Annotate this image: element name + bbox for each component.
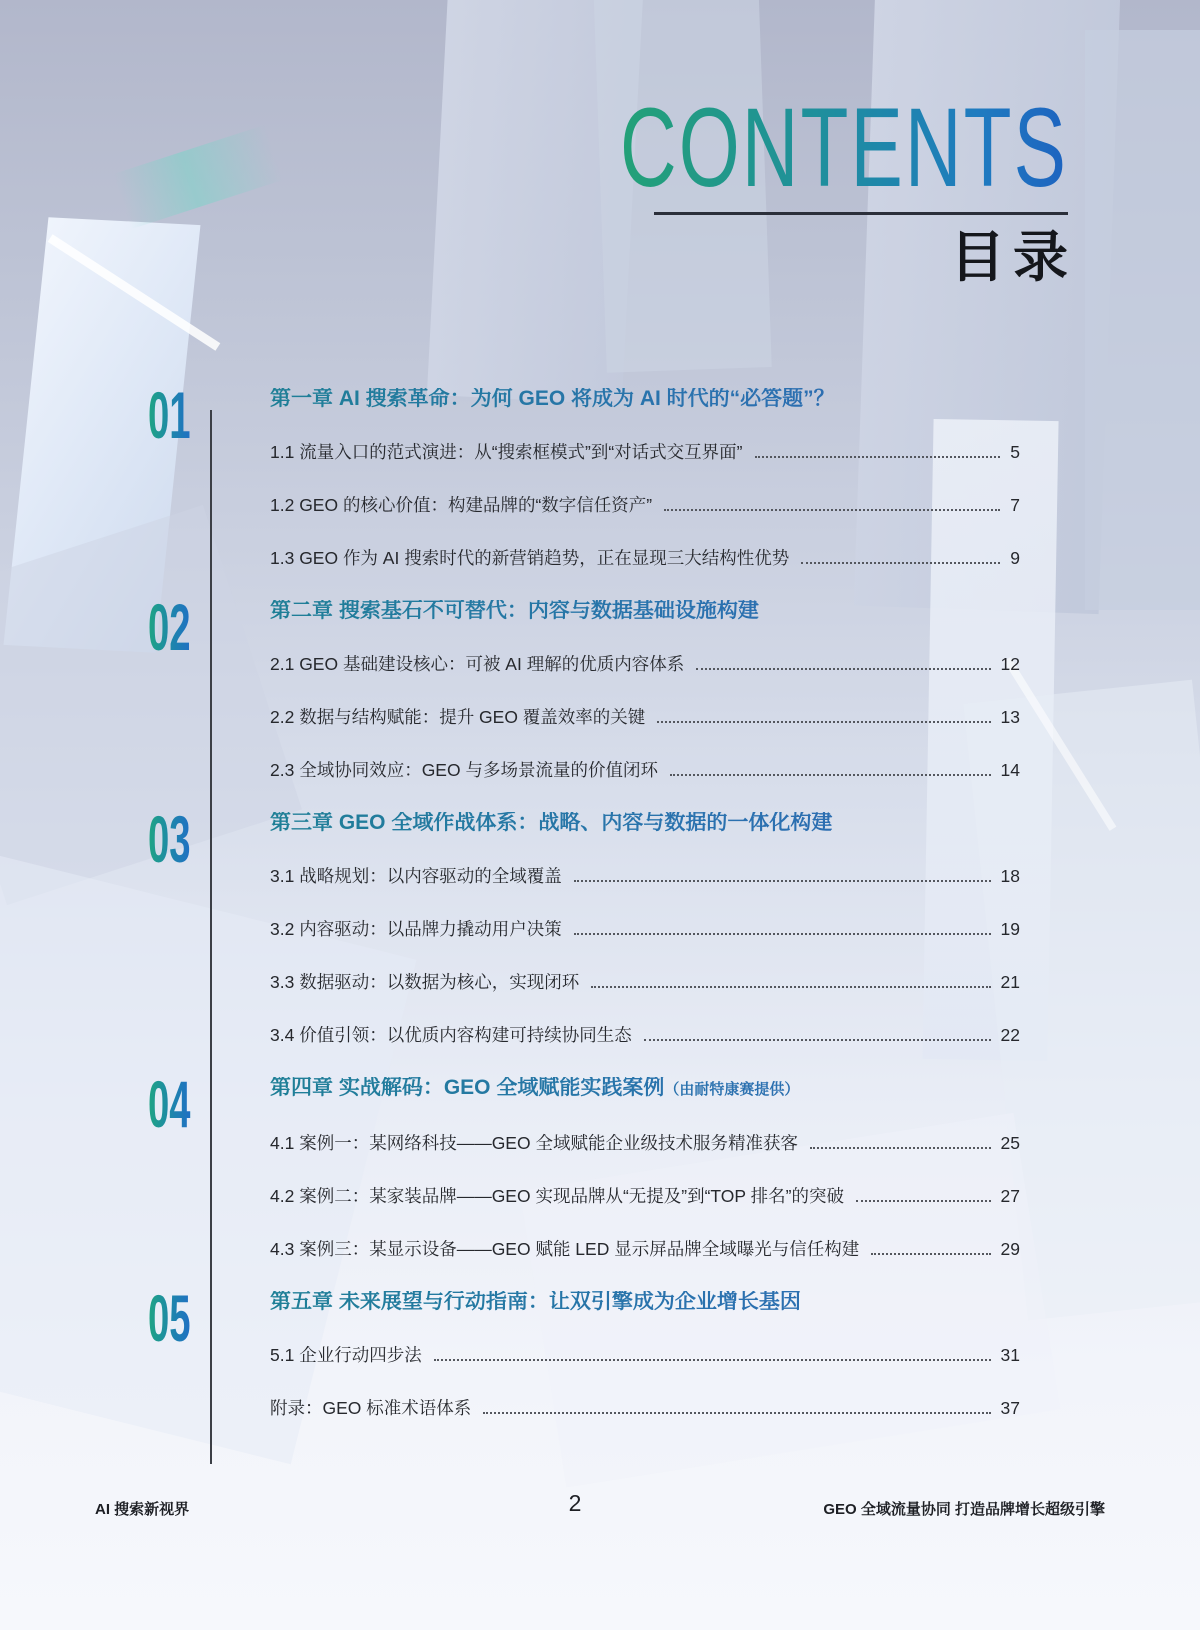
- dot-leader: [591, 986, 990, 988]
- dot-leader: [670, 774, 991, 776]
- dot-leader: [657, 721, 990, 723]
- dot-leader: [856, 1200, 991, 1202]
- toc-item-page: 27: [1000, 1186, 1020, 1206]
- toc-item-page: 25: [1000, 1133, 1020, 1153]
- toc-item-page: 7: [1010, 495, 1020, 515]
- toc-item[interactable]: [270, 1344, 1020, 1366]
- toc-item-label: 4.1 案例一：某网络科技——GEO 全域赋能企业级技术服务精准获客: [270, 1133, 798, 1153]
- toc-item-page: 29: [1000, 1239, 1020, 1259]
- chapter-section: [140, 378, 1020, 600]
- chapter-title: 第五章 未来展望与行动指南：让双引擎成为企业增长基因: [270, 1291, 1020, 1313]
- toc-item-page: 21: [1000, 972, 1020, 992]
- chapter-title: 第二章 搜索基石不可替代：内容与数据基础设施构建: [270, 600, 1020, 622]
- chapter-number-column: [140, 1281, 270, 1450]
- toc-item[interactable]: [270, 759, 1020, 781]
- toc-item-label: 2.1 GEO 基础建设核心：可被 AI 理解的优质内容体系: [270, 654, 685, 674]
- toc-item[interactable]: [270, 547, 1020, 569]
- toc-item-page: 12: [1000, 654, 1020, 674]
- toc-item-page: 14: [1000, 760, 1020, 780]
- toc-item-label: 4.2 案例二：某家装品牌——GEO 实现品牌从“无提及”到“TOP 排名”的突破: [270, 1186, 844, 1206]
- dot-leader: [664, 509, 1000, 511]
- chapter-title: 第三章 GEO 全域作战体系：战略、内容与数据的一体化构建: [270, 812, 1020, 834]
- toc-item[interactable]: [270, 653, 1020, 675]
- dot-leader: [810, 1147, 991, 1149]
- toc-item-label: 3.4 价值引领：以优质内容构建可持续协同生态: [270, 1025, 632, 1045]
- chapter-section: [140, 1281, 1020, 1450]
- dot-leader: [755, 456, 1001, 458]
- toc-item[interactable]: [270, 1185, 1020, 1207]
- toc-item-label: 2.2 数据与结构赋能：提升 GEO 覆盖效率的关键: [270, 707, 646, 727]
- toc-item[interactable]: [270, 971, 1020, 993]
- footer-right-text: GEO 全域流量协同 打造品牌增长超级引擎: [823, 1501, 1105, 1518]
- chapter-number: 04: [148, 1067, 191, 1141]
- title-divider: [654, 212, 1068, 215]
- chapter-section: [140, 1067, 1020, 1291]
- chapter-number-column: [140, 802, 270, 1077]
- dot-leader: [696, 668, 990, 670]
- page-number: 2: [568, 1490, 582, 1516]
- toc-item-page: 31: [1000, 1345, 1020, 1365]
- toc-item-label: 1.2 GEO 的核心价值：构建品牌的“数字信任资产”: [270, 495, 653, 515]
- chapter-number: 03: [148, 802, 191, 876]
- page-footer: [0, 1490, 1200, 1530]
- toc-item-label: 附录：GEO 标准术语体系: [270, 1398, 472, 1418]
- footer-left-text: AI 搜索新视界: [95, 1501, 190, 1518]
- toc-item[interactable]: [270, 918, 1020, 940]
- chapter-title: 第一章 AI 搜索革命：为何 GEO 将成为 AI 时代的“必答题”？: [270, 388, 1020, 410]
- toc-item-label: 1.3 GEO 作为 AI 搜索时代的新营销趋势，正在显现三大结构性优势: [270, 548, 790, 568]
- toc-item-page: 9: [1010, 548, 1020, 568]
- teal-glint: [113, 125, 283, 230]
- dot-leader: [483, 1412, 990, 1414]
- dot-leader: [644, 1039, 991, 1041]
- toc-item-label: 3.1 战略规划：以内容驱动的全域覆盖: [270, 866, 562, 886]
- toc-item[interactable]: [270, 1238, 1020, 1260]
- chapter-number-column: [140, 590, 270, 812]
- dot-leader: [574, 880, 991, 882]
- chapter-number: 05: [148, 1281, 191, 1355]
- contents-title-en: CONTENTS: [620, 85, 1068, 210]
- toc-item-label: 4.3 案例三：某显示设备——GEO 赋能 LED 显示屏品牌全域曝光与信任构建: [270, 1239, 860, 1259]
- toc-item[interactable]: [270, 1024, 1020, 1046]
- toc-item-page: 13: [1000, 707, 1020, 727]
- chapter-section: [140, 590, 1020, 812]
- chapter-title: [270, 1077, 1020, 1101]
- glass-shape: [1085, 30, 1200, 610]
- chapter-number: 01: [148, 378, 191, 452]
- toc-item[interactable]: [270, 1132, 1020, 1154]
- toc-item-label: 3.2 内容驱动：以品牌力撬动用户决策: [270, 919, 562, 939]
- dot-leader: [574, 933, 991, 935]
- chapter-number-column: [140, 1067, 270, 1291]
- toc-item[interactable]: [270, 706, 1020, 728]
- chapter-title-suffix: （由耐特康赛提供）: [664, 1081, 800, 1098]
- contents-title-zh: 目录: [949, 226, 1076, 288]
- chapter-section: [140, 802, 1020, 1077]
- toc-item-label: 2.3 全域协同效应：GEO 与多场景流量的价值闭环: [270, 760, 658, 780]
- chapter-number-column: [140, 378, 270, 600]
- toc-item-label: 5.1 企业行动四步法: [270, 1345, 422, 1365]
- toc-item-page: 22: [1000, 1025, 1020, 1045]
- toc-item-label: 1.1 流量入口的范式演进：从“搜索框模式”到“对话式交互界面”: [270, 442, 743, 462]
- toc-item[interactable]: [270, 494, 1020, 516]
- vertical-divider: [210, 410, 212, 1464]
- dot-leader: [871, 1253, 990, 1255]
- dot-leader: [434, 1359, 991, 1361]
- dot-leader: [801, 562, 1000, 564]
- toc-item-label: 3.3 数据驱动：以数据为核心，实现闭环: [270, 972, 580, 992]
- toc-item[interactable]: [270, 865, 1020, 887]
- page-header: [428, 85, 1076, 288]
- toc-item-page: 5: [1010, 442, 1020, 462]
- table-of-contents: [140, 378, 1020, 1450]
- toc-item-page: 37: [1000, 1398, 1020, 1418]
- toc-item-page: 19: [1000, 919, 1020, 939]
- toc-item[interactable]: [270, 441, 1020, 463]
- toc-item-page: 18: [1000, 866, 1020, 886]
- toc-item[interactable]: [270, 1397, 1020, 1419]
- chapter-title-main: 第四章 实战解码：GEO 全域赋能实践案例: [270, 1076, 665, 1099]
- chapter-number: 02: [148, 590, 191, 664]
